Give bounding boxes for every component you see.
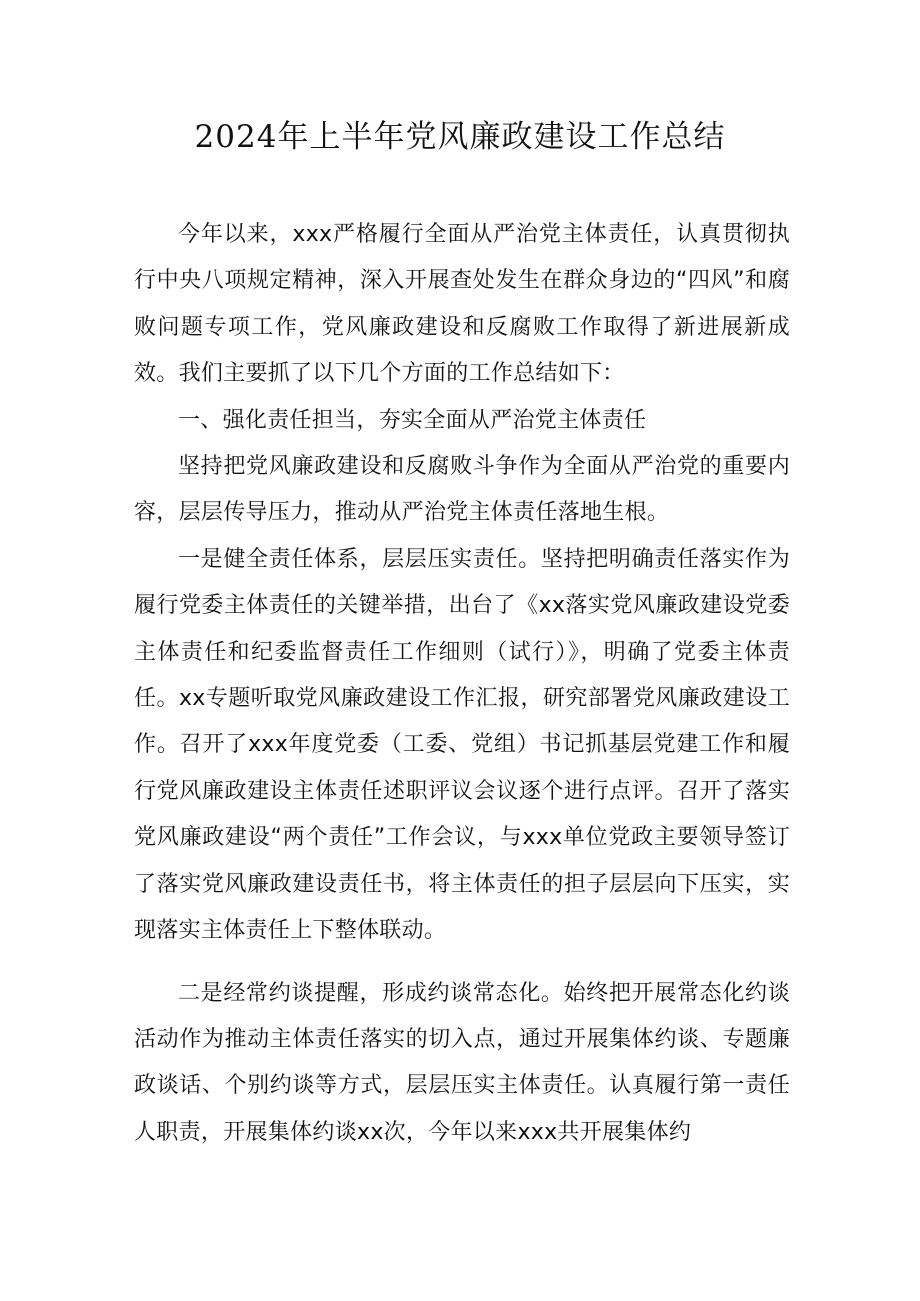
document-body <box>134 212 790 1156</box>
section-1-point-1-paragraph: 一是健全责任体系，层层压实责任。坚持把明确责任落实作为履行党委主体责任的关键举措，出台了《xx落实党风廉政建设党委主体责任和纪委监督责任工作细则（试行）》，明确了党委主体责任。xx专题听取党风廉政建设工作汇报，研究部署党风廉政建设工作。召开了xxx年度党委（工委、党组）书记抓基层党建工作和履行党风廉政建设主体责任述职评议会议逐个进行点评。召开了落实党风廉政建设“两个责任”工作会议，与xxx单位党政主要领导签订了落实党风廉政建设责任书，将主体责任的担子层层向下压实，实现落实主体责任上下整体联动。 <box>134 546 790 944</box>
section-heading-1: 一、强化责任担当，夯实全面从严治党主体责任 <box>178 407 647 433</box>
section-1-intro-paragraph: 坚持把党风廉政建设和反腐败斗争作为全面从严治党的重要内容，层层传导压力，推动从严治党主体责任落地生根。 <box>134 454 790 526</box>
section-1-point-2-paragraph: 二是经常约谈提醒，形成约谈常态化。始终把开展常态化约谈活动作为推动主体责任落实的切入点，通过开展集体约谈、专题廉政谈话、个别约谈等方式，层层压实主体责任。认真履行第一责任人职责，开展集体约谈xx次，今年以来xxx共开展集体约 <box>134 980 790 1145</box>
intro-paragraph: 今年以来，xxx严格履行全面从严治党主体责任，认真贯彻执行中央八项规定精神，深入开展查处发生在群众身边的“四风”和腐败问题专项工作，党风廉政建设和反腐败工作取得了新进展新成效。我们主要抓了以下几个方面的工作总结如下： <box>134 222 790 387</box>
document-title: 2024年上半年党风廉政建设工作总结 <box>194 119 726 155</box>
paragraph-gap <box>134 955 790 971</box>
